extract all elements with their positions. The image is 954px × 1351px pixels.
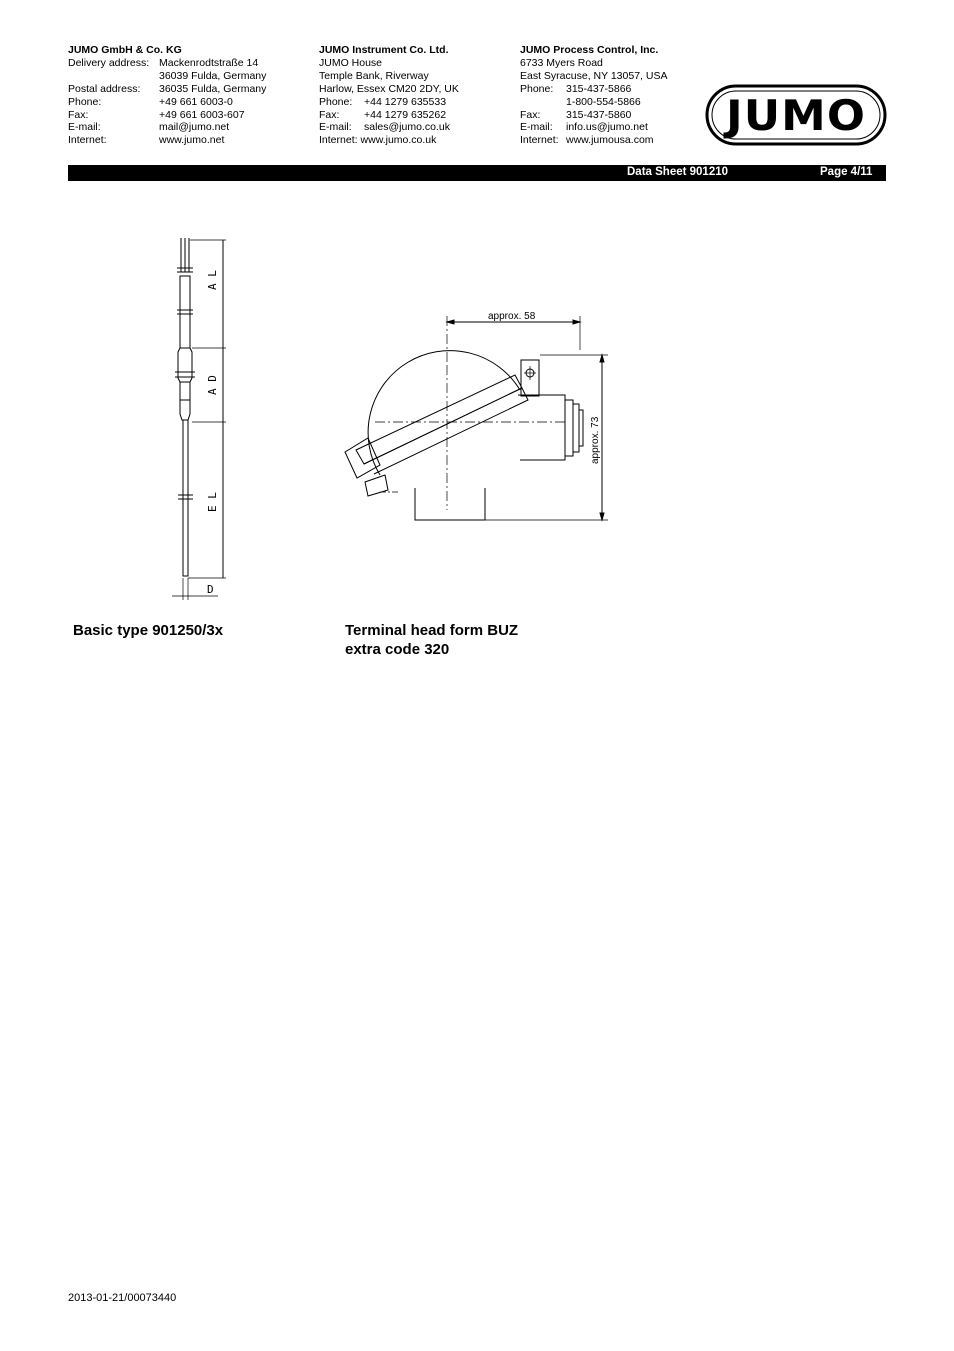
address-label: Postal address: [68,82,141,95]
address-line [520,121,667,134]
address-value: www.jumo.co.uk [360,134,437,147]
caption-basic-type: Basic type 901250/3x [73,622,224,639]
datasheet-bar [68,165,886,181]
address-line [520,109,667,122]
address-line [319,134,459,147]
address-line [68,134,266,147]
address-value: www.jumo.net [159,134,225,147]
dimension-ad: A D [206,375,219,395]
caption-terminal-head [345,621,518,659]
logo-text: JUMO [722,91,866,140]
address-label: E-mail: [319,121,352,134]
company-name-germany: JUMO GmbH & Co. KG [68,44,182,56]
address-line [68,70,266,83]
address-value: 1-800-554-5866 [566,95,641,108]
address-value: +44 1279 635262 [364,108,447,121]
address-line: East Syracuse, NY 13057, USA [520,69,668,82]
address-value: +49 661 6003-0 [159,95,233,108]
address-line [68,83,266,96]
address-value: info.us@jumo.net [566,121,648,134]
caption-terminal-head-line1: Terminal head form BUZ [345,622,519,639]
address-block-usa [520,44,667,147]
dimension-width-label: approx. 58 [488,311,536,322]
address-line [319,109,459,122]
address-value: 36035 Fulda, Germany [159,82,267,95]
address-value: Mackenrodtstraße 14 [159,56,259,69]
page-number: Page 4/11 [820,166,873,178]
address-label: Fax: [319,108,340,121]
address-line [68,96,266,109]
address-line [520,83,667,96]
address-label: E-mail: [520,121,553,134]
address-value: +44 1279 635533 [364,95,447,108]
address-line [319,96,459,109]
address-line [68,109,266,122]
address-line: 6733 Myers Road [520,56,603,69]
address-line: JUMO House [319,56,383,69]
address-value: 315-437-5860 [566,108,632,121]
document-id: 2013-01-21/00073440 [68,1292,177,1304]
address-line [68,57,266,70]
dimension-el: E L [206,492,219,512]
company-name-usa: JUMO Process Control, Inc. [520,44,659,56]
jumo-logo [705,84,887,146]
terminal-head-drawing [340,310,615,530]
address-label: Delivery address: [68,56,150,69]
address-line [68,121,266,134]
address-label: Internet: [319,134,358,147]
address-label: Phone: [68,95,102,108]
address-label: E-mail: [68,121,101,134]
company-name-uk: JUMO Instrument Co. Ltd. [319,44,449,56]
address-value: mail@jumo.net [159,121,230,134]
sensor-drawing [160,232,240,604]
address-line [520,96,667,109]
address-label: Phone: [319,95,353,108]
dimension-d: D [207,583,214,596]
address-value: +49 661 6003-607 [159,108,245,121]
datasheet-number: Data Sheet 901210 [627,166,729,178]
address-block-germany [68,44,266,147]
address-line: Temple Bank, Riverway [319,69,429,82]
address-block-uk [319,44,459,147]
caption-terminal-head-line2: extra code 320 [345,641,450,658]
address-label: Fax: [68,108,89,121]
address-line [520,134,667,147]
address-value: 315-437-5866 [566,82,632,95]
address-label: Internet: [68,134,107,147]
address-label: Phone: [520,82,554,95]
address-line [319,121,459,134]
address-label: Fax: [520,108,541,121]
address-value: www.jumousa.com [566,134,654,147]
address-line: Harlow, Essex CM20 2DY, UK [319,82,459,95]
dimension-al: A L [206,270,219,290]
dimension-height-label: approx. 73 [590,416,601,464]
address-value: sales@jumo.co.uk [364,121,450,134]
address-value: 36039 Fulda, Germany [159,69,267,82]
address-label: Internet: [520,134,559,147]
